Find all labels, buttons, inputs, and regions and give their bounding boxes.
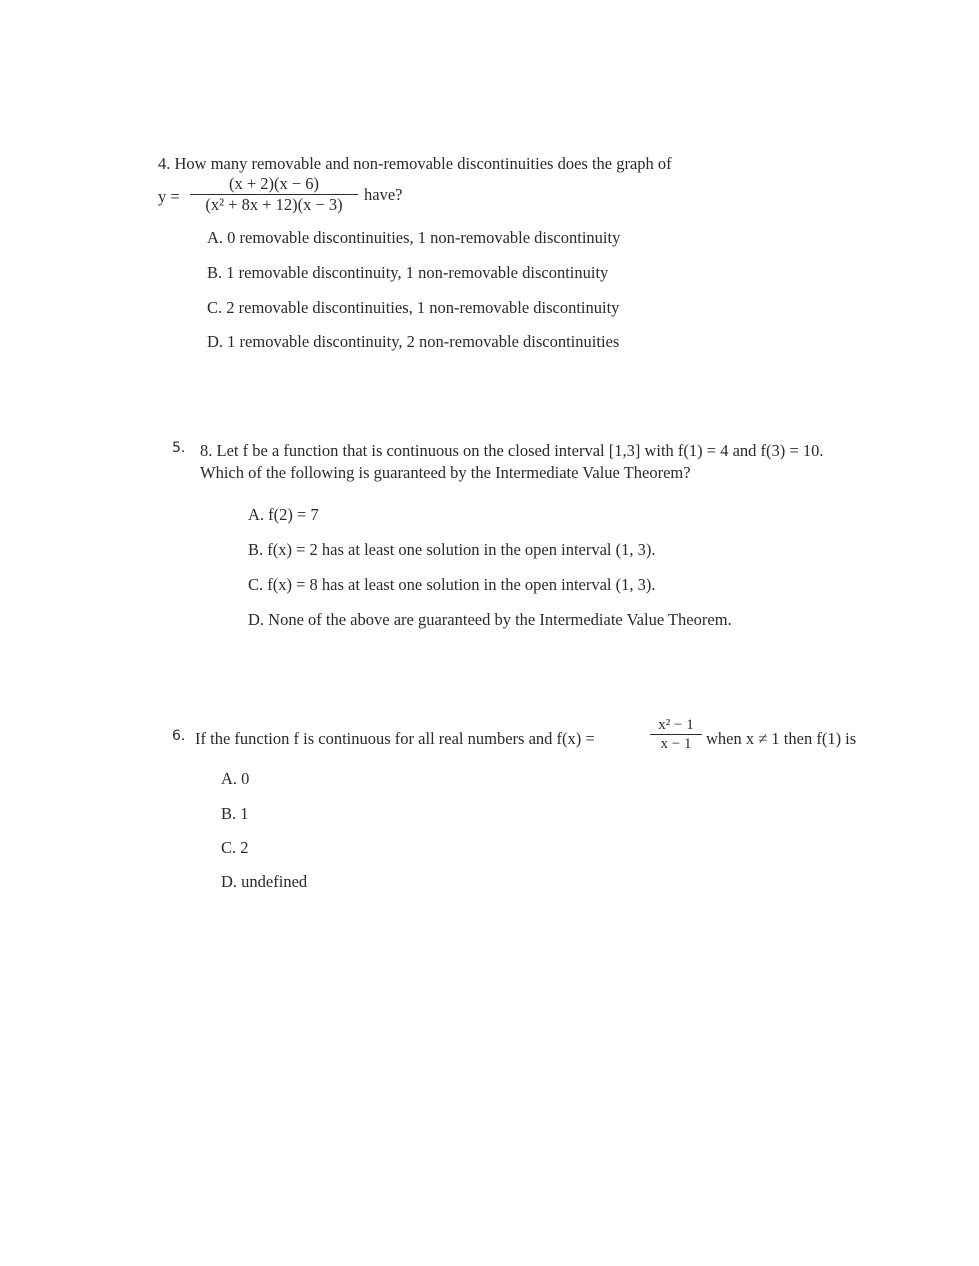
- q5-stem-line1: 8. Let f be a function that is continuous on the closed interval [1,3] with f(1) = 4 and f(3) = 10.: [200, 441, 824, 460]
- q6-option-d: D. undefined: [221, 872, 308, 891]
- q5-option-a: A. f(2) = 7: [248, 505, 319, 524]
- q4-option-d: D. 1 removable discontinuity, 2 non-removable discontinuities: [207, 332, 620, 351]
- q6-stem-after: when x ≠ 1 then f(1) is: [706, 729, 857, 748]
- q4-option-a: A. 0 removable discontinuities, 1 non-removable discontinuity: [207, 228, 621, 247]
- q4-option-b: B. 1 removable discontinuity, 1 non-removable discontinuity: [207, 263, 609, 282]
- q6-option-a: A. 0: [221, 769, 250, 788]
- q4-option-c: C. 2 removable discontinuities, 1 non-removable discontinuity: [207, 298, 620, 317]
- q5-handwritten-number: 5.: [172, 440, 186, 456]
- q4-lhs: y =: [158, 187, 180, 206]
- q6-option-b: B. 1: [221, 804, 249, 823]
- q6-fraction-numerator: x² − 1: [658, 717, 694, 733]
- q6-stem-before: If the function f is continuous for all real numbers and f(x) =: [195, 729, 595, 748]
- q4-stem: 4. How many removable and non-removable discontinuities does the graph of: [158, 154, 672, 173]
- q4-fraction: [190, 174, 358, 215]
- q5-option-d: D. None of the above are guaranteed by the Intermediate Value Theorem.: [248, 610, 732, 629]
- q6-fraction: [650, 716, 702, 753]
- q6-fraction-denominator: x − 1: [660, 736, 692, 752]
- q4-tail: have?: [364, 185, 403, 204]
- q5-option-b: B. f(x) = 2 has at least one solution in the open interval (1, 3).: [248, 540, 656, 559]
- q5-stem-line2: Which of the following is guaranteed by the Intermediate Value Theorem?: [200, 463, 691, 482]
- q4-fraction-denominator: (x² + 8x + 12)(x − 3): [205, 195, 343, 214]
- q6-handwritten-number: 6.: [172, 728, 186, 744]
- q6-option-c: C. 2: [221, 838, 249, 857]
- q5-option-c: C. f(x) = 8 has at least one solution in the open interval (1, 3).: [248, 575, 656, 594]
- q4-fraction-numerator: (x + 2)(x − 6): [228, 174, 320, 193]
